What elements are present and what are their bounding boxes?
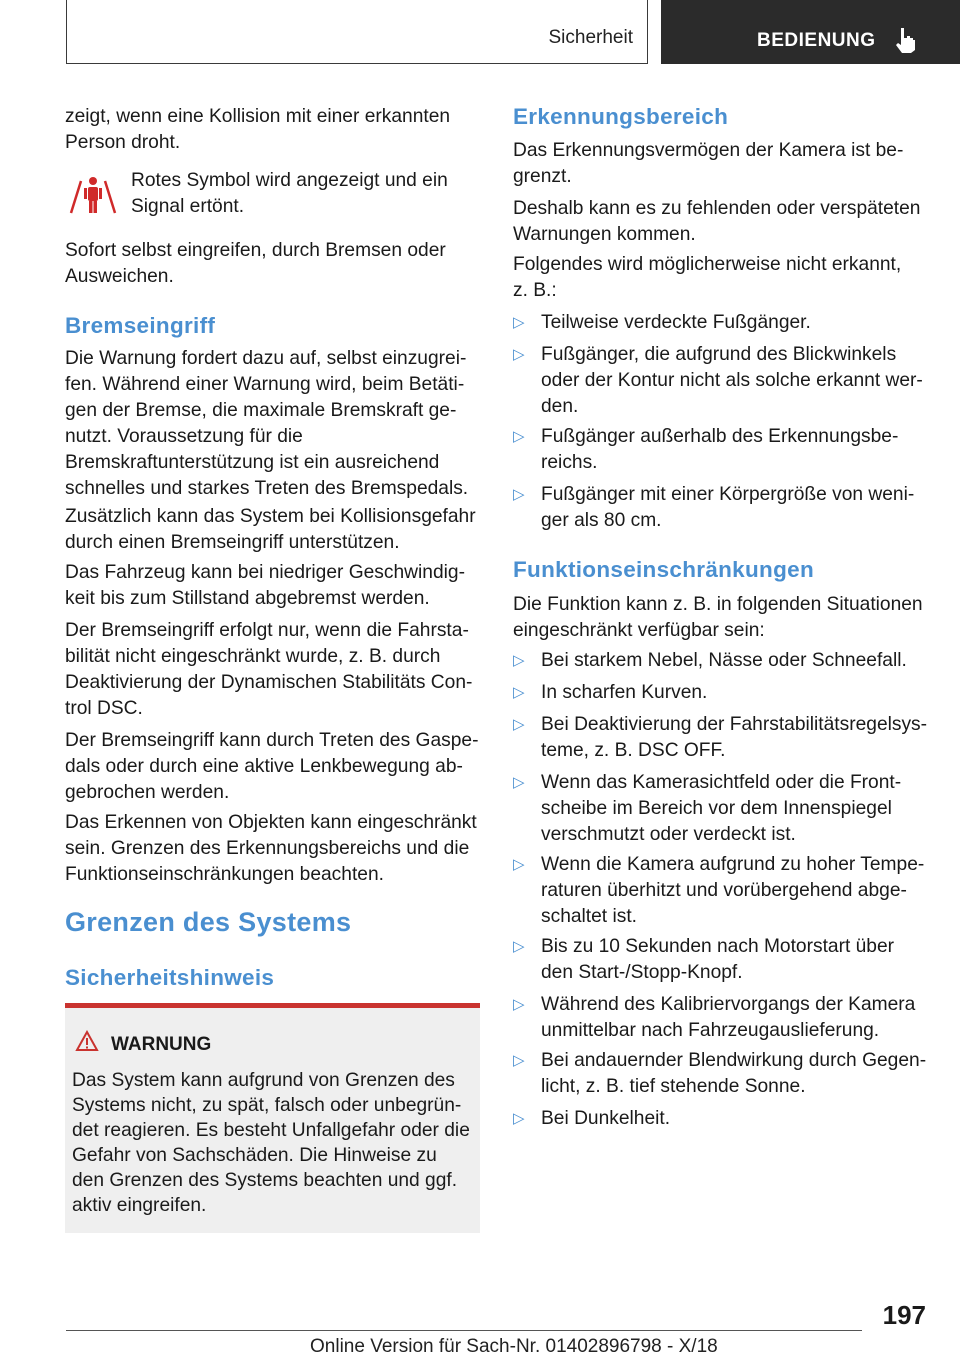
triangle-bullet-icon: ▷ (513, 486, 525, 503)
triangle-bullet-icon: ▷ (513, 716, 525, 733)
brake-paragraph-6: Das Erkennen von Objekten kann eingeschränkt sein. Grenzen des Erkennungsbereichs und die Funktionseinschränkungen beachten. (65, 812, 477, 885)
heading-grenzen: Grenzen des Systems (65, 907, 352, 937)
heading-erkennungsbereich: Erkennungsbereich (513, 104, 729, 129)
triangle-bullet-icon: ▷ (513, 428, 525, 445)
heading-bremseingriff: Bremseingriff (65, 313, 216, 338)
brake-paragraph-2: Zusätzlich kann das System bei Kollisionsgefahr durch einen Bremseingriff unterstützen. (65, 506, 476, 553)
detect-paragraph-1: Das Erkennungsvermögen der Kamera ist begrenzt. (513, 140, 904, 187)
triangle-bullet-icon: ▷ (513, 1052, 525, 1069)
warning-triangle-icon (75, 1030, 99, 1052)
triangle-bullet-icon: ▷ (513, 346, 525, 363)
symbol-description: Rotes Symbol wird angezeigt und ein Signal ertönt. (131, 170, 448, 217)
online-version-text: Online Version für Sach-Nr. 01402896798 - X/18 (310, 1336, 718, 1357)
header-section-label: Sicherheit (548, 27, 633, 48)
triangle-bullet-icon: ▷ (513, 996, 525, 1013)
triangle-bullet-icon: ▷ (513, 774, 525, 791)
act-paragraph: Sofort selbst eingreifen, durch Bremsen oder Ausweichen. (65, 240, 446, 287)
brake-paragraph-5: Der Bremseingriff kann durch Treten des Gaspedals oder durch eine aktive Lenkbewegung abgebrochen werden. (65, 730, 479, 803)
triangle-bullet-icon: ▷ (513, 684, 525, 701)
func-paragraph: Die Funktion kann z. B. in folgenden Situationen eingeschränkt verfügbar sein: (513, 594, 923, 641)
triangle-bullet-icon: ▷ (513, 938, 525, 955)
brake-paragraph-4: Der Bremseingriff erfolgt nur, wenn die Fahrstabilität nicht eingeschränkt wurde, z. B. durch Deaktivierung der Dynamischen Stabilitäts Control DSC. (65, 620, 473, 719)
heading-sicherheitshinweis: Sicherheitshinweis (65, 965, 275, 990)
page-number: 197 (882, 1300, 926, 1330)
detect-paragraph-3: Folgendes wird möglicherweise nicht erkannt, z. B.: (513, 254, 902, 301)
pointing-hand-icon (894, 26, 916, 54)
brake-paragraph-1: Die Warnung fordert dazu auf, selbst einzugreifen. Während einer Warnung wird, beim Betätigen der Bremse, die maximale Bremskraft genutzt. Voraussetzung für die Bremskraftunterstützung ist ein ausreichend schnelles und starkes Treten des Bremspedals. (65, 348, 469, 499)
triangle-bullet-icon: ▷ (513, 314, 525, 331)
triangle-bullet-icon: ▷ (513, 1110, 525, 1127)
red-pedestrian-warning-icon (69, 175, 117, 215)
footer-divider (66, 1330, 862, 1331)
intro-paragraph: zeigt, wenn eine Kollision mit einer erkannten Person droht. (65, 106, 451, 153)
warning-box (65, 1003, 480, 1233)
triangle-bullet-icon: ▷ (513, 856, 525, 873)
warning-body: Das System kann aufgrund von Grenzen des Systems nicht, zu spät, falsch oder unbegründet reagieren. Es besteht Unfallgefahr oder die Gefahr von Sachschäden. Die Hinweise zu den Grenzen des Systems beachten und ggf. aktiv eingreifen. (72, 1070, 470, 1216)
header-chapter-tab (661, 0, 960, 64)
warning-title: WARNUNG (111, 1034, 212, 1055)
detect-paragraph-2: Deshalb kann es zu fehlenden oder verspäteten Warnungen kommen. (513, 198, 921, 245)
brake-paragraph-3: Das Fahrzeug kann bei niedriger Geschwindigkeit bis zum Stillstand abgebremst werden. (65, 562, 465, 609)
header-chapter-label: BEDIENUNG (757, 30, 876, 51)
heading-funktionseinschraenkungen: Funktionseinschränkungen (513, 557, 814, 582)
triangle-bullet-icon: ▷ (513, 652, 525, 669)
header-section-tab (66, 0, 648, 64)
